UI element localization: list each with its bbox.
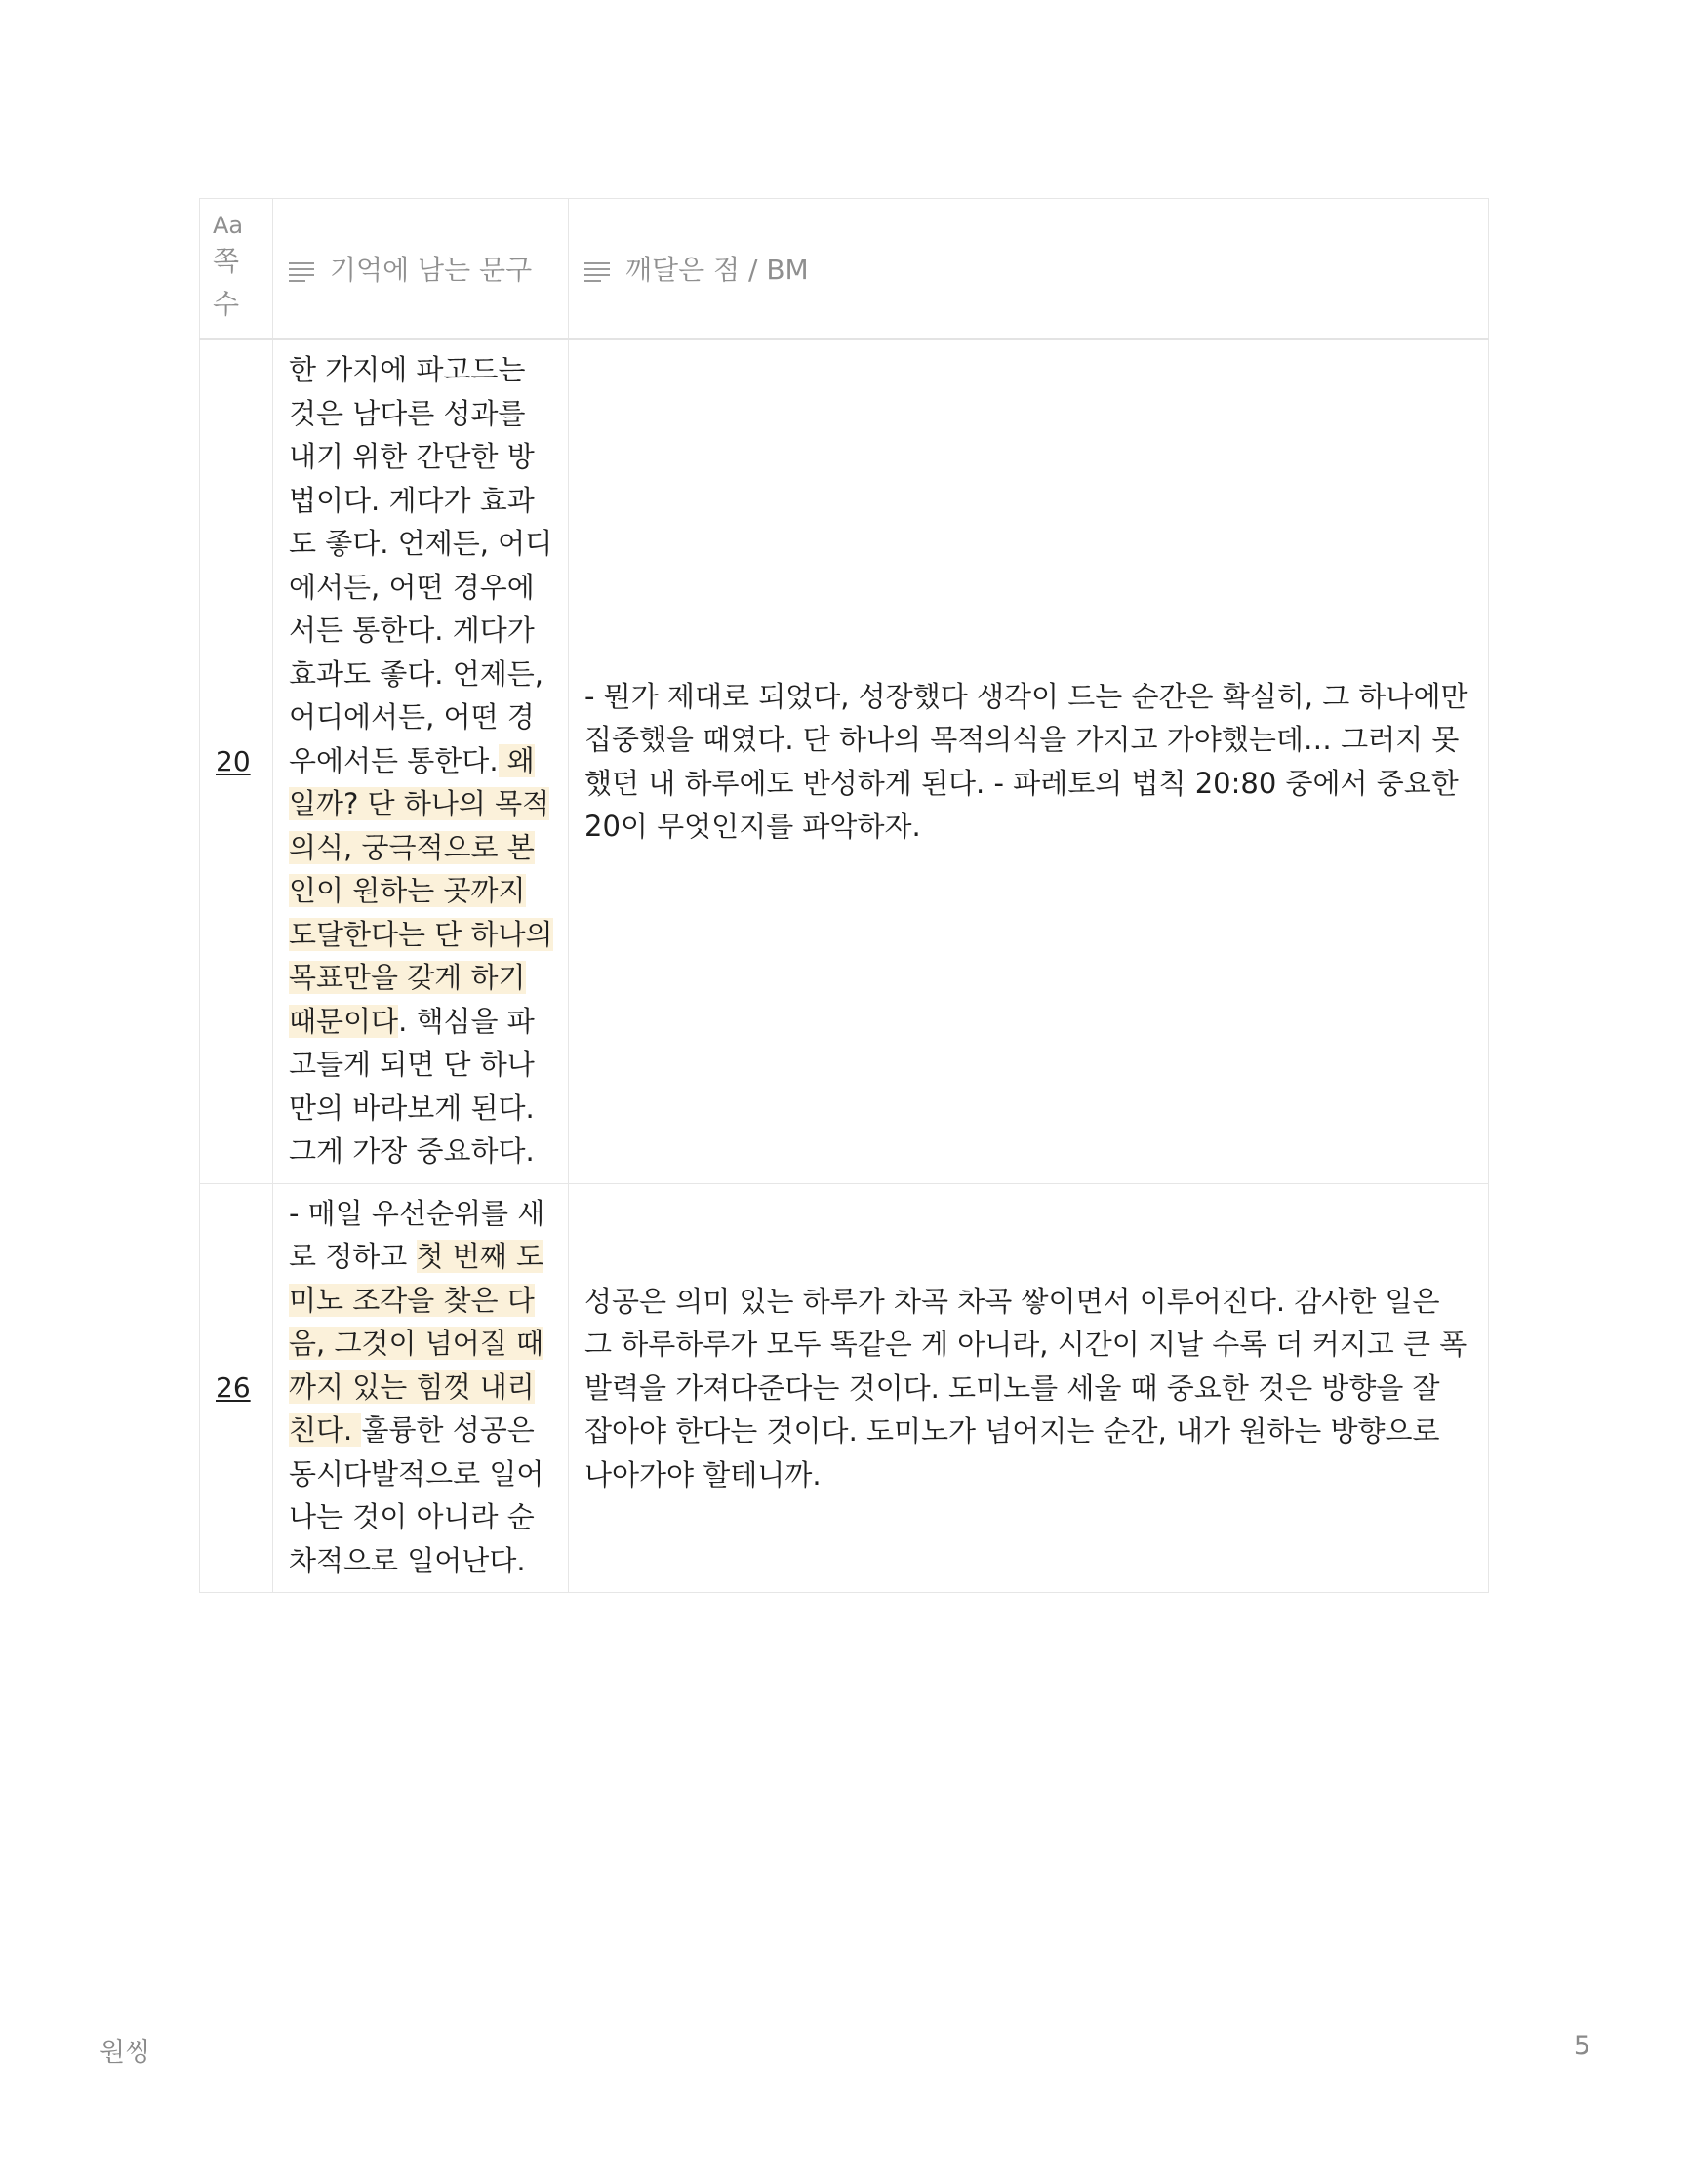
- quote-cell: [273, 1183, 569, 1593]
- note-text: - 뭔가 제대로 되었다, 성장했다 생각이 드는 순간은 확실히, 그 하나에만 집중했을 때였다. 단 하나의 목적의식을 가지고 가야했는데… 그러지 못했던 내 하루에도 반성하게 된다. - 파레토의 법칙 20:80 중에서 중요한 20이 무엇인지를 파악하자.: [584, 679, 1468, 844]
- quote-text: . 핵심을 파고들게 되면 단 하나만의 바라보게 된다. 그게 가장 중요하다.: [289, 1004, 535, 1168]
- table-row: [200, 1183, 1489, 1593]
- note-text: 성공은 의미 있는 하루가 차곡 차곡 쌓이면서 이루어진다. 감사한 일은 그 하루하루가 모두 똑같은 게 아니라, 시간이 지날 수록 더 커지고 큰 폭발력을 가져다준다는 것이다. 도미노를 세울 때 중요한 것은 방향을 잘 잡아야 한다는 것이다. 도미노가 넘어지는 순간, 내가 원하는 방향으로 나아가야 할테니까.: [584, 1284, 1467, 1491]
- column-header-note-label: 깨달은 점 / BM: [625, 254, 809, 286]
- column-header-note[interactable]: [569, 199, 1489, 339]
- table-header-row: [200, 199, 1489, 339]
- table-row: [200, 339, 1489, 1184]
- column-header-quote-label: 기억에 남는 문구: [330, 254, 533, 286]
- quote-text: 한 가지에 파고드는 것은 남다른 성과를 내기 위한 간단한 방법이다. 게다가 효과도 좋다. 언제든, 어디에서든, 어떤 경우에서든 통한다. 게다가 효과도 좋다. 언제든, 어디에서든, 어떤 경우에서든 통한다.: [289, 353, 553, 777]
- note-cell: [569, 339, 1489, 1184]
- footer-title: 원씽: [100, 2038, 151, 2068]
- note-cell: [569, 1183, 1489, 1593]
- text-lines-icon: [584, 260, 610, 282]
- page-link[interactable]: 26: [216, 1371, 251, 1405]
- column-header-page[interactable]: [200, 199, 273, 339]
- title-property-icon: Aa: [213, 212, 244, 239]
- quote-text: 훌륭한 성공은 동시다발적으로 일어나는 것이 아니라 순차적으로 일어난다.: [289, 1413, 544, 1577]
- quote-highlight: 첫 번째 도미노 조각을 찾은 다음, 그것이 넘어질 때까지 있는 힘껏 내리친다.: [289, 1240, 543, 1447]
- column-header-quote[interactable]: [273, 199, 569, 339]
- footer-page-number: 5: [1573, 2031, 1590, 2061]
- quote-cell: [273, 339, 569, 1184]
- quote-text: - 매일 우선순위를 새로 정하고: [289, 1196, 545, 1273]
- page-link[interactable]: 20: [216, 745, 251, 778]
- page-cell: [200, 339, 273, 1184]
- quote-highlight: 왜일까? 단 하나의 목적의식, 궁극적으로 본인이 원하는 곳까지 도달한다는 단 하나의 목표만을 갖게 하기 때문이다: [289, 743, 553, 1038]
- page-cell: [200, 1183, 273, 1593]
- text-lines-icon: [289, 260, 314, 282]
- column-header-page-label: 쪽수: [213, 245, 240, 320]
- notes-table: [199, 198, 1489, 1593]
